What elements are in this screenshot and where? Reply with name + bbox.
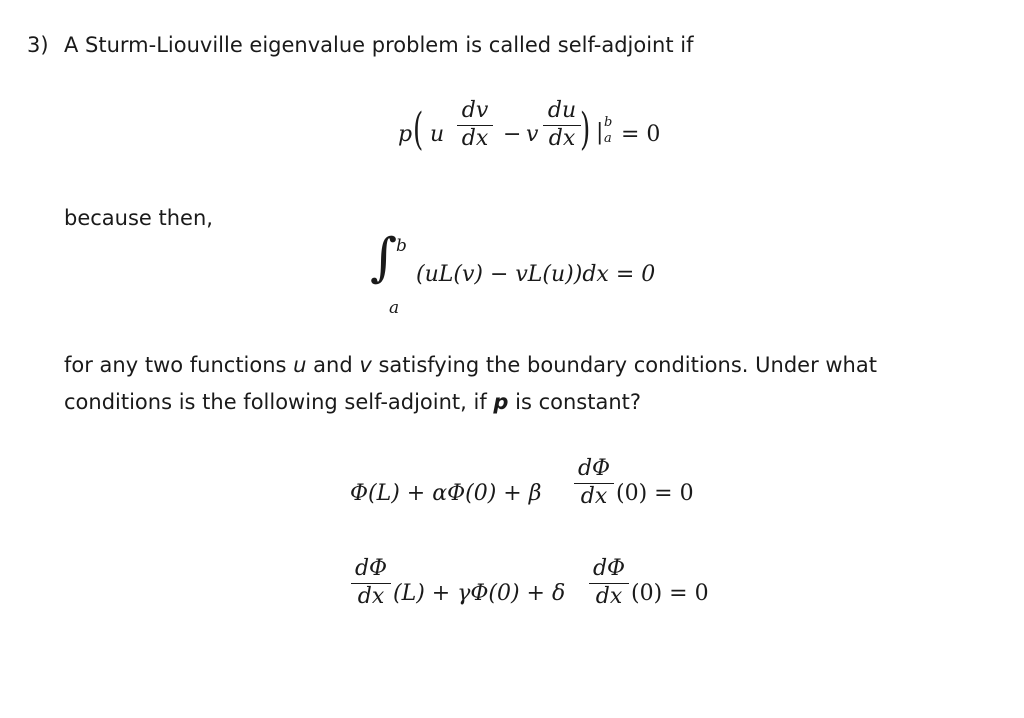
eq1-upper-limit: b (604, 115, 613, 130)
eq1-numerator-dv: dv (461, 98, 489, 123)
integral-integrand: (uL(v) − vL(u))dx = 0 (416, 262, 656, 287)
eq3-frac-dphi-dx (574, 458, 614, 508)
eq1-equals-zero: = 0 (621, 122, 661, 147)
eq1-numerator-du: du (547, 98, 577, 123)
explain-text: and (306, 353, 360, 377)
eq4-rhs: (0) = 0 (631, 581, 709, 606)
integral-upper-limit: b (396, 236, 407, 256)
var-v: v (359, 353, 372, 377)
explain-text: is constant? (508, 390, 642, 414)
explain-text: conditions is the following self-adjoint, if (64, 390, 494, 414)
integral-lower-limit: a (389, 298, 400, 318)
explain-text: satisfying the boundary conditions. Under what (371, 353, 877, 377)
eq3-denominator: dx (580, 484, 608, 509)
eq1-denominator-dx: dx (548, 126, 576, 151)
eq3-lhs: Φ(L) + αΦ(0) + β (350, 481, 542, 506)
eq1-lower-limit: a (604, 131, 612, 146)
eq1-left-paren: ( (413, 104, 424, 155)
eq3-numerator: dΦ (577, 456, 611, 481)
eq4-frac-dphi-dx-a (351, 558, 391, 608)
eq4-numerator-a: dΦ (354, 556, 388, 581)
eq4-mid: (L) + γΦ(0) + δ (393, 581, 566, 606)
intro-text: A Sturm-Liouville eigenvalue problem is called self-adjoint if (64, 33, 694, 57)
problem-number: 3) (27, 33, 49, 57)
eq1-p: p (398, 122, 413, 147)
eq4-denominator-a: dx (357, 584, 385, 609)
explain-line-1 (64, 353, 877, 377)
eq1-v: v (526, 122, 539, 147)
eq4-frac-dphi-dx-b (589, 558, 629, 608)
eq1-right-paren: ) (580, 104, 591, 155)
explain-text: for any two functions (64, 353, 294, 377)
eq4-numerator-b: dΦ (592, 556, 626, 581)
eq1-minus: − (503, 122, 522, 147)
eq1-frac-dv-dx (457, 100, 493, 150)
var-u: u (293, 353, 307, 377)
eq3-rhs: (0) = 0 (616, 481, 694, 506)
explain-line-2 (64, 390, 641, 414)
integral-sign: ∫ (370, 228, 398, 288)
eq4-denominator-b: dx (595, 584, 623, 609)
var-p: p (493, 390, 509, 414)
eq1-denominator-dx: dx (461, 126, 489, 151)
eq1-u: u (430, 122, 445, 147)
because-text: because then, (64, 206, 213, 230)
eq1-eval-bar: | (596, 120, 604, 145)
eq1-frac-du-dx (543, 100, 581, 150)
